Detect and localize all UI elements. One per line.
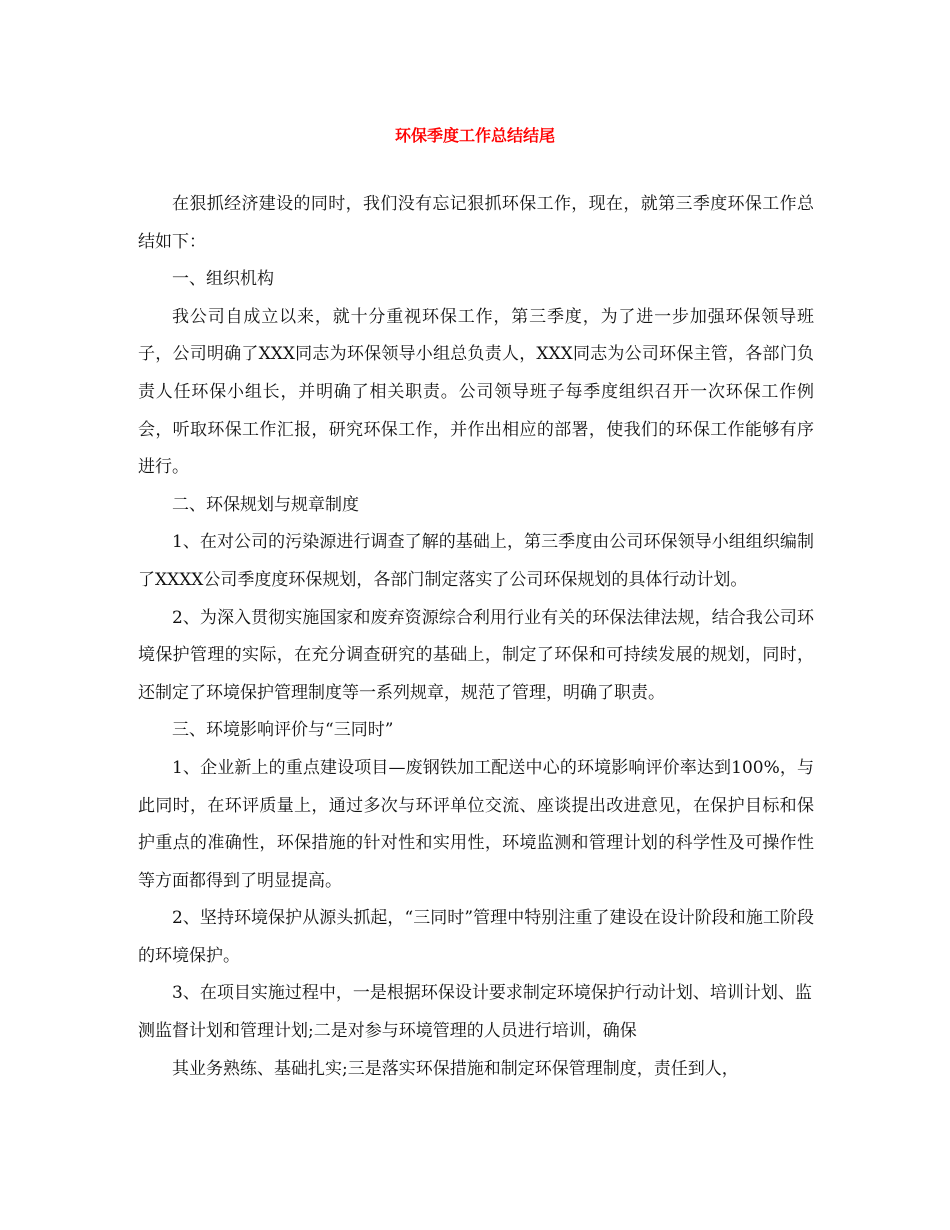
- intro-paragraph: 在狠抓经济建设的同时，我们没有忘记狠抓环保工作，现在，就第三季度环保工作总结如下：: [138, 194, 814, 252]
- planning-item-2: 2、为深入贯彻实施国家和废弃资源综合利用行业有关的环保法律法规，结合我公司环境保护管理的实际，在充分调查研究的基础上，制定了环保和可持续发展的规划，同时，还制定了环境保护管理制度等一系列规章，规范了管理，明确了职责。: [138, 607, 814, 703]
- section-heading-assessment: 三、环境影响评价与“三同时”: [172, 720, 394, 741]
- assessment-item-1: 1、企业新上的重点建设项目—废钢铁加工配送中心的环境影响评价率达到100%，与此同时，在环评质量上，通过多次与环评单位交流、座谈提出改进意见，在保护目标和保护重点的准确性，环保措施的针对性和实用性，环境监测和管理计划的科学性及可操作性等方面都得到了明显提高。: [138, 757, 814, 891]
- planning-item-1: 1、在对公司的污染源进行调查了解的基础上，第三季度由公司环保领导小组组织编制了XXXX公司季度度环保规划，各部门制定落实了公司环保规划的具体行动计划。: [138, 532, 814, 590]
- document-body: [138, 186, 814, 1088]
- assessment-item-3: 3、在项目实施过程中，一是根据环保设计要求制定环境保护行动计划、培训计划、监测监督计划和管理计划;二是对参与环境管理的人员进行培训，确保: [138, 983, 812, 1042]
- document-title: 环保季度工作总结结尾: [394, 126, 555, 145]
- assessment-item-2: 2、坚持环境保护从源头抓起，“三同时”管理中特别注重了建设在设计阶段和施工阶段的环境保护。: [138, 908, 814, 966]
- section-heading-organization: 一、组织机构: [172, 269, 274, 290]
- section-heading-planning: 二、环保规划与规章制度: [172, 494, 359, 515]
- organization-paragraph: 我公司自成立以来，就十分重视环保工作，第三季度，为了进一步加强环保领导班子，公司明确了XXX同志为环保领导小组总负责人，XXX同志为公司环保主管，各部门负责人任环保小组长，并明确了相关职责。公司领导班子每季度组织召开一次环保工作例会，听取环保工作汇报，研究环保工作，并作出相应的部署，使我们的环保工作能够有序进行。: [138, 306, 814, 478]
- assessment-item-3-continued: 其业务熟练、基础扎实;三是落实环保措施和制定环保管理制度，责任到人，: [172, 1058, 739, 1079]
